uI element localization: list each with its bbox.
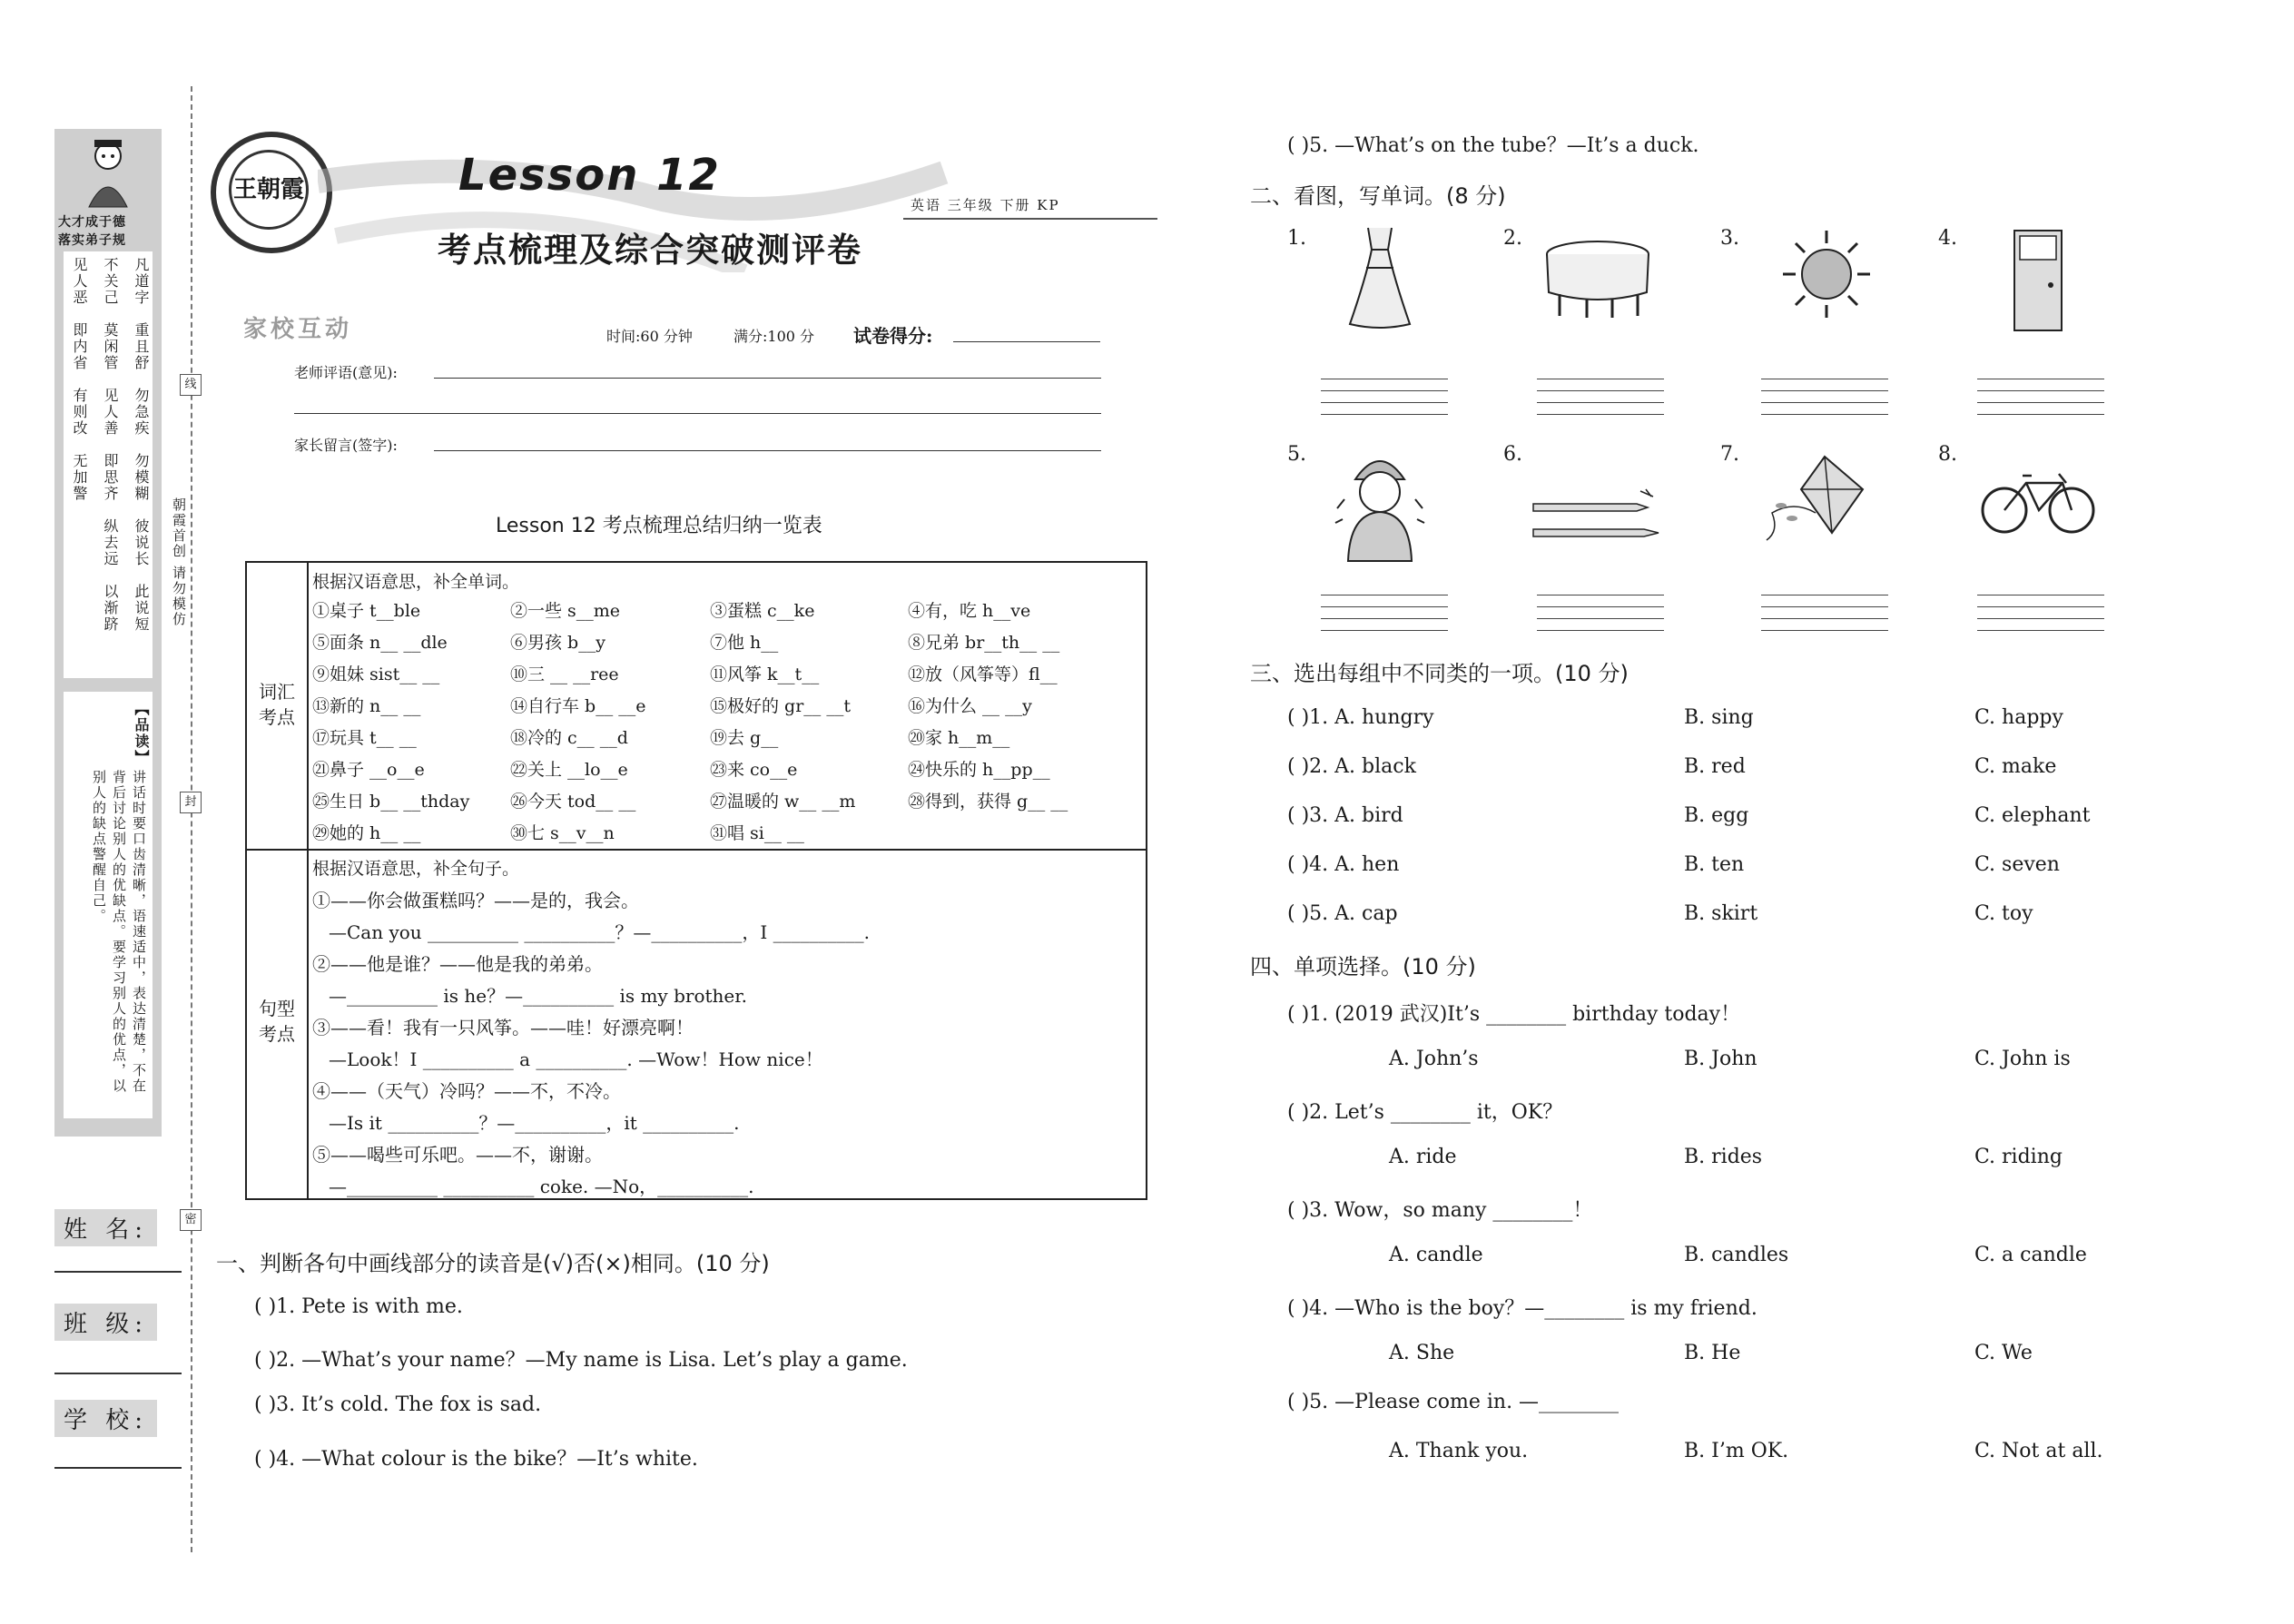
vocab-item: ㉘得到，获得 g__ __ <box>908 792 1068 812</box>
grade-bar-underline <box>903 218 1157 220</box>
rule-col: 有则改 <box>71 388 88 437</box>
sentence-blank[interactable]: —__________ is he？—__________ is my brother. <box>329 985 747 1007</box>
vocab-item: ㉗温暖的 w__ __m <box>710 792 856 812</box>
part1-item: ( )1. Pete is with me. <box>254 1295 463 1318</box>
parent-note-label: 家长留言(签字): <box>294 437 398 454</box>
vocab-item: ⑬新的 n__ __ <box>312 696 421 716</box>
rule-col: 重且舒 <box>133 322 150 371</box>
part4-option-a: A. She <box>1389 1342 1455 1364</box>
publisher-logo: 王朝霞 <box>211 132 332 253</box>
vocab-item: ⑱冷的 c__ __d <box>510 728 628 748</box>
pic-number: 1. <box>1287 227 1306 250</box>
vocab-item: ②一些 s__me <box>510 601 621 621</box>
sentence-blank[interactable]: —Can you __________ __________？—__________，I __________. <box>329 921 871 943</box>
reading-note-label: 【品读】 <box>133 701 150 766</box>
name-label: 姓 名: <box>54 1209 157 1246</box>
motto-top: 大才成于德 <box>58 215 126 230</box>
pic-number: 3. <box>1720 227 1739 250</box>
rule-col: 即思齐 <box>102 453 119 502</box>
part1-title: 一、判断各句中画线部分的读音是(√)否(×)相同。(10 分) <box>216 1251 770 1276</box>
part1-item: ( )2. —What’s your name？—My name is Lisa. Let’s play a game. <box>254 1349 908 1372</box>
vocab-item: ⑭自行车 b__ __e <box>510 696 646 716</box>
home-school-banner: 家校互动 <box>243 316 353 343</box>
pic-number: 5. <box>1287 443 1306 466</box>
school-field[interactable] <box>54 1467 182 1469</box>
part4-option-b: B. rides <box>1684 1146 1763 1168</box>
score-label: 试卷得分: <box>853 325 933 347</box>
cut-mark: 封 <box>180 792 202 813</box>
full-score: 满分:100 分 <box>733 328 815 345</box>
pic-number: 4. <box>1938 227 1957 250</box>
part4-option-a: A. ride <box>1389 1146 1457 1168</box>
rule-col: 无加警 <box>71 453 88 502</box>
part4-question: ( )3. Wow，so many ________！ <box>1287 1199 1593 1222</box>
cut-line <box>191 86 192 1552</box>
vocab-item: ⑫放（风筝等）fl__ <box>908 664 1058 684</box>
vocab-instruction: 根据汉语意思，补全单词。 <box>312 572 520 592</box>
vocab-item: ㉛唱 si__ __ <box>710 823 804 843</box>
pic-number: 6. <box>1503 443 1522 466</box>
answer-lines[interactable] <box>1537 584 1664 631</box>
part4-option-a: A. Thank you. <box>1389 1440 1529 1462</box>
kite-icon <box>1761 449 1888 549</box>
sentence-chinese: ④——（天气）冷吗？——不，不冷。 <box>312 1080 621 1102</box>
part3-option-c: C. elephant <box>1974 804 2091 827</box>
rule-col: 见人善 <box>102 388 119 437</box>
rule-col: 不关己 <box>102 257 119 306</box>
part4-option-b: B. I’m OK. <box>1684 1440 1789 1462</box>
cut-mark: 线 <box>180 374 202 396</box>
door-icon <box>2011 227 2065 334</box>
parent-note-field[interactable] <box>434 450 1101 451</box>
vocab-item: ④有，吃 h__ve <box>908 601 1031 621</box>
part3-option-b: B. skirt <box>1684 902 1758 925</box>
part3-option-c: C. happy <box>1974 706 2063 729</box>
motto-bottom: 落实弟子规 <box>58 233 126 248</box>
sun-icon <box>1779 227 1875 322</box>
table-icon <box>1543 238 1652 320</box>
cut-mark: 密 <box>180 1209 202 1231</box>
vocab-item: ⑪风筝 k__t__ <box>710 664 820 684</box>
vocab-label: 词汇考点 <box>247 563 309 851</box>
vocab-item: ⑦他 h__ <box>710 633 779 653</box>
rule-col: 勿急疾 <box>133 388 150 437</box>
class-field[interactable] <box>54 1373 182 1374</box>
part3-option-b: B. ten <box>1684 853 1745 876</box>
vocab-item: ⑩三 __ __ree <box>510 664 619 684</box>
vocab-item: ①桌子 t__ble <box>312 601 421 621</box>
sentence-blank[interactable]: —__________ __________ coke. —No，__________. <box>329 1176 754 1197</box>
rule-col: 莫闲管 <box>102 322 119 371</box>
teacher-comment-field-2[interactable] <box>294 413 1101 414</box>
rule-col: 纵去远 <box>102 518 119 567</box>
part3-question: ( )1. A. hungry <box>1287 706 1434 729</box>
vocab-item: ⑧兄弟 br__th__ __ <box>908 633 1060 653</box>
part4-option-c: C. We <box>1974 1342 2033 1364</box>
part1-item: ( )4. —What colour is the bike？—It’s white. <box>254 1448 698 1471</box>
part3-option-b: B. sing <box>1684 706 1754 729</box>
side-strip <box>54 129 162 1137</box>
part3-title: 三、选出每组中不同类的一项。(10 分) <box>1250 661 1629 686</box>
vocab-item: ㉚七 s__v__n <box>510 823 615 843</box>
sentence-chinese: ②——他是谁？——他是我的弟弟。 <box>312 953 603 975</box>
rules-box <box>64 251 153 678</box>
pencils-icon <box>1530 486 1666 549</box>
answer-lines[interactable] <box>1977 584 2104 631</box>
score-field[interactable] <box>953 341 1100 342</box>
vocab-item: ㉕生日 b__ __thday <box>312 792 470 812</box>
answer-lines[interactable] <box>1321 584 1448 631</box>
rule-col: 彼说长 <box>133 518 150 567</box>
vocab-item: ⑲去 g__ <box>710 728 779 748</box>
pic-number: 2. <box>1503 227 1522 250</box>
part4-option-b: B. He <box>1684 1342 1741 1364</box>
vocab-item: ㉓来 co__e <box>710 760 798 780</box>
rule-col: 以渐跻 <box>102 584 119 633</box>
sentence-blank[interactable]: —Look！I __________ a __________. —Wow！How nice！ <box>329 1048 823 1070</box>
rule-col: 见人恶 <box>71 257 88 306</box>
part3-option-c: C. toy <box>1974 902 2033 925</box>
part3-question: ( )5. A. cap <box>1287 902 1398 925</box>
vocab-item: ⑨姐妹 sist__ __ <box>312 664 440 684</box>
part3-question: ( )2. A. black <box>1287 755 1416 778</box>
vocab-item: ⑰玩具 t__ __ <box>312 728 417 748</box>
sentence-chinese: ①——你会做蛋糕吗？——是的，我会。 <box>312 890 639 911</box>
vocab-item: ⑥男孩 b__y <box>510 633 605 653</box>
summary-title: Lesson 12 考点梳理总结归纳一览表 <box>496 515 822 537</box>
rule-col: 即内省 <box>71 322 88 371</box>
vocab-item: ㉒关上 __lo__e <box>510 760 628 780</box>
answer-lines[interactable] <box>1977 368 2104 415</box>
vocab-item: ⑳家 h__m__ <box>908 728 1010 748</box>
part1-item: ( )5. —What’s on the tube？—It’s a duck. <box>1287 134 1699 157</box>
bike-icon <box>1979 463 2097 536</box>
sentence-chinese: ③——看！我有一只风筝。——哇！好漂亮啊！ <box>312 1017 694 1038</box>
part4-question: ( )2. Let’s ________ it，OK？ <box>1287 1101 1563 1124</box>
name-field[interactable] <box>54 1271 182 1273</box>
answer-lines[interactable] <box>1537 368 1664 415</box>
rule-col: 勿模糊 <box>133 453 150 502</box>
part4-option-c: C. John is <box>1974 1048 2071 1070</box>
class-label: 班 级: <box>54 1304 157 1341</box>
vocab-item: ③蛋糕 c__ke <box>710 601 815 621</box>
part4-option-a: A. candle <box>1389 1244 1483 1266</box>
time-limit: 时间:60 分钟 <box>606 328 693 345</box>
vocab-item: ㉑鼻子 __o__e <box>312 760 425 780</box>
part3-option-b: B. egg <box>1684 804 1749 827</box>
teacher-comment-field[interactable] <box>434 378 1101 379</box>
part3-question: ( )4. A. hen <box>1287 853 1400 876</box>
vocab-item: ⑤面条 n__ __dle <box>312 633 448 653</box>
answer-lines[interactable] <box>1321 368 1448 415</box>
part4-option-b: B. John <box>1684 1048 1757 1070</box>
page-title: 考点梳理及综合突破测评卷 <box>438 230 862 270</box>
part3-option-c: C. make <box>1974 755 2057 778</box>
pic-number: 7. <box>1720 443 1739 466</box>
scholar-icon <box>82 136 134 209</box>
reading-note-box <box>64 692 153 1118</box>
vocab-item: ⑮极好的 gr__ __t <box>710 696 851 716</box>
vocab-item: ㉖今天 tod__ __ <box>510 792 636 812</box>
sentence-blank[interactable]: —Is it __________？—__________，it __________. <box>329 1112 740 1134</box>
part4-option-a: A. John’s <box>1389 1048 1479 1070</box>
part3-option-c: C. seven <box>1974 853 2060 876</box>
part4-option-b: B. candles <box>1684 1244 1789 1266</box>
rule-col: 此说短 <box>133 584 150 633</box>
answer-lines[interactable] <box>1761 584 1888 631</box>
part3-question: ( )3. A. bird <box>1287 804 1403 827</box>
vocab-item: ㉙她的 h__ __ <box>312 823 421 843</box>
grade-bar: 英语 三年级 下册 KP <box>911 197 1060 213</box>
reading-note: 讲话时要口齿清晰，语速适中，表达清楚，不在背后讨论别人的优缺点。要学习别人的优点，以别人的缺点警醒自己。 <box>91 770 147 1094</box>
part4-question: ( )5. —Please come in. —________ <box>1287 1391 1620 1413</box>
rule-col: 凡道字 <box>133 257 150 306</box>
part4-title: 四、单项选择。(10 分) <box>1250 954 1476 979</box>
dress-icon <box>1339 222 1421 331</box>
teacher-comment-label: 老师评语(意见): <box>294 364 398 381</box>
part4-option-c: C. Not at all. <box>1974 1440 2103 1462</box>
part1-item: ( )3. It’s cold. The fox is sad. <box>254 1393 542 1416</box>
pic-number: 8. <box>1938 443 1957 466</box>
part4-question: ( )4. —Who is the boy？—________ is my friend. <box>1287 1297 1757 1320</box>
copyright-note: 朝霞首创 请勿模仿 <box>171 497 187 627</box>
school-label: 学 校: <box>54 1400 157 1437</box>
vocab-item: ㉔快乐的 h__pp__ <box>908 760 1050 780</box>
part3-option-b: B. red <box>1684 755 1746 778</box>
sentence-chinese: ⑤——喝些可乐吧。——不，谢谢。 <box>312 1144 603 1166</box>
part2-title: 二、看图，写单词。(8 分) <box>1250 183 1506 209</box>
summary-table <box>245 561 1147 1200</box>
cold-child-icon <box>1330 445 1430 563</box>
part4-option-c: C. a candle <box>1974 1244 2087 1266</box>
vocab-item: ⑯为什么 __ __y <box>908 696 1032 716</box>
lesson-title: Lesson 12 <box>458 150 721 201</box>
part4-option-c: C. riding <box>1974 1146 2063 1168</box>
answer-lines[interactable] <box>1761 368 1888 415</box>
sentence-instruction: 根据汉语意思，补全句子。 <box>312 859 520 879</box>
part4-question: ( )1. (2019 武汉)It’s ________ birthday today！ <box>1287 1003 1741 1026</box>
sentence-label: 句型考点 <box>247 851 309 1198</box>
